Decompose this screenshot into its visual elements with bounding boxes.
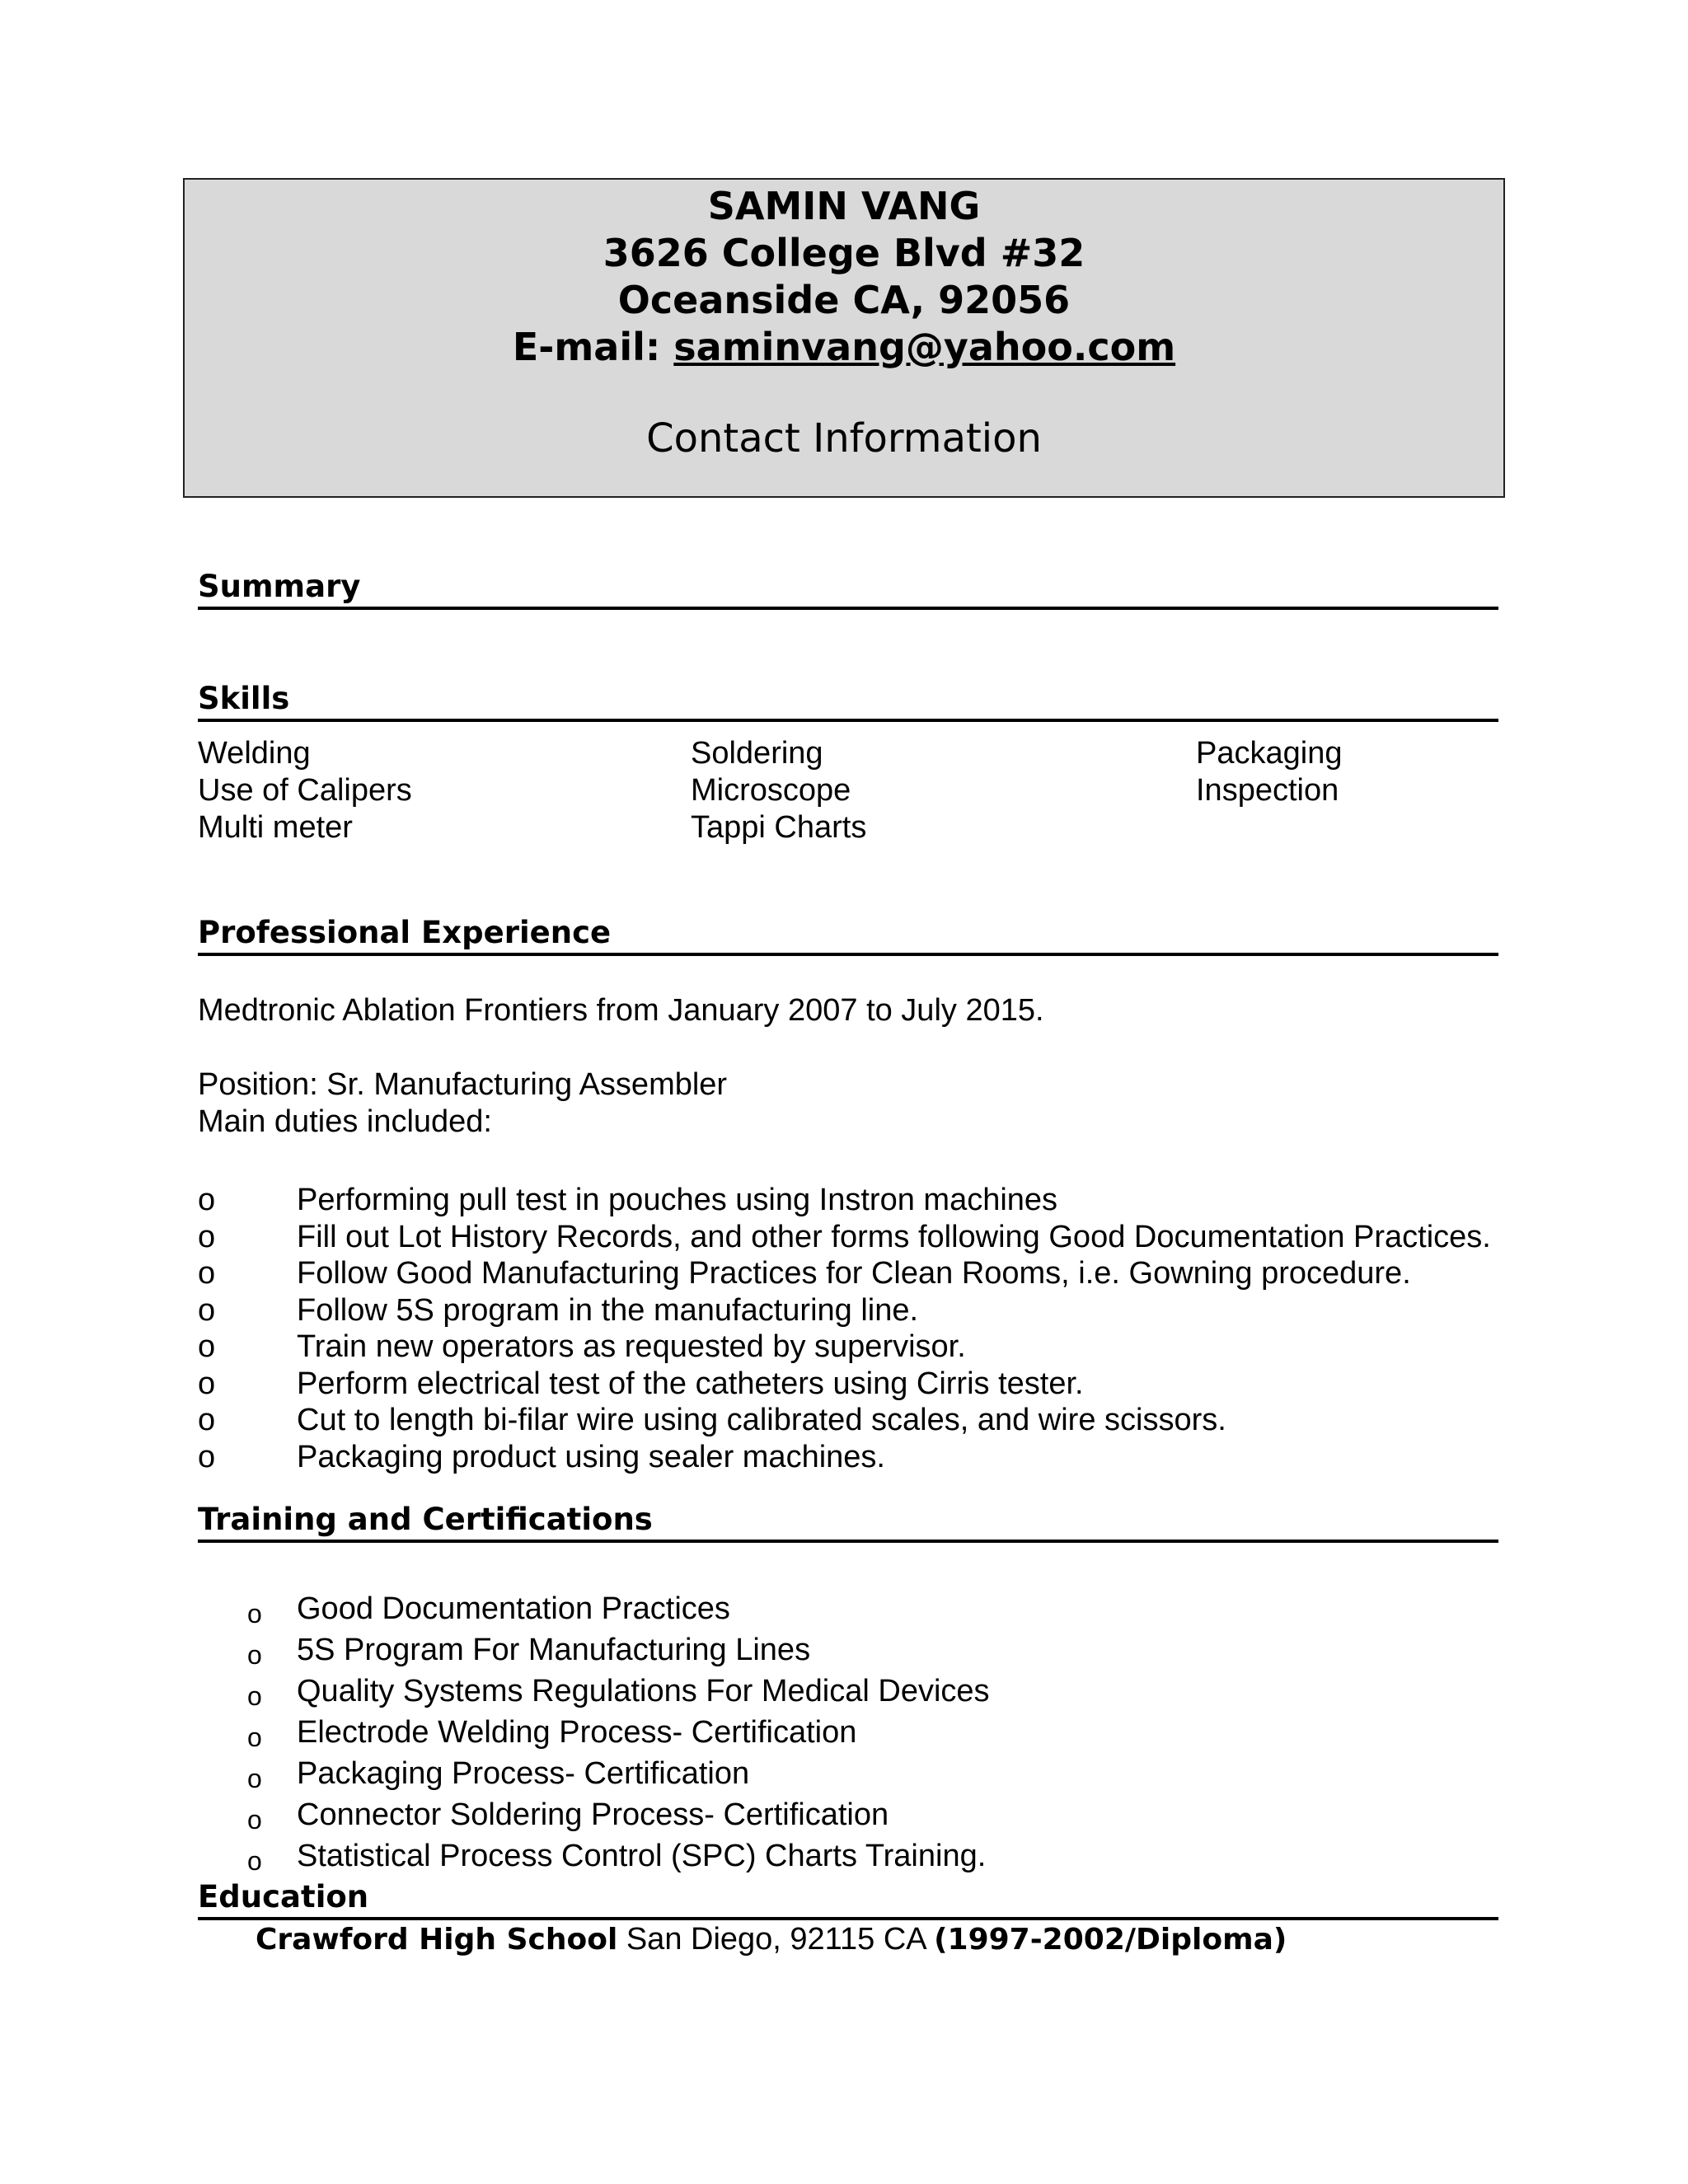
candidate-name: SAMIN VANG	[707, 184, 981, 228]
contact-information-label: Contact Information	[646, 415, 1042, 462]
employer-line: Medtronic Ablation Frontiers from January 2007 to July 2015.	[198, 993, 1044, 1028]
duties-intro: Main duties included:	[198, 1104, 492, 1139]
list-item	[198, 1182, 1491, 1219]
list-item	[198, 1402, 1491, 1439]
duty-text: Performing pull test in pouches using Instron machines	[297, 1183, 1058, 1217]
bullet: o	[247, 1681, 262, 1711]
email-link[interactable]: saminvang@yahoo.com	[673, 325, 1176, 369]
bullet: o	[198, 1292, 216, 1328]
list-item	[247, 1714, 990, 1755]
bullet: o	[198, 1183, 216, 1217]
list-item	[198, 1366, 1491, 1403]
training-heading: Training and Certifications	[198, 1502, 1498, 1543]
bullet: o	[247, 1805, 262, 1835]
summary-heading: Summary	[198, 569, 1498, 610]
education-entry	[256, 1920, 1287, 1959]
school-name: Crawford High School	[256, 1923, 618, 1957]
list-item	[198, 1255, 1491, 1292]
skills-column-2	[691, 735, 866, 846]
bullet: o	[198, 1256, 216, 1291]
list-item	[247, 1755, 990, 1797]
skill-item: Soldering	[691, 736, 823, 771]
contact-header-box	[183, 178, 1505, 498]
training-text: Good Documentation Practices	[297, 1591, 730, 1626]
bullet: o	[247, 1599, 262, 1629]
training-list	[247, 1591, 990, 1879]
list-item	[198, 1219, 1491, 1256]
bullet: o	[198, 1219, 216, 1254]
position-line: Position: Sr. Manufacturing Assembler	[198, 1067, 728, 1102]
bullet: o	[247, 1764, 262, 1793]
skill-item: Use of Calipers	[198, 773, 412, 808]
email-line	[185, 324, 1503, 371]
duty-text: Packaging product using sealer machines.	[297, 1439, 885, 1474]
duties-list	[198, 1182, 1491, 1475]
duty-text: Perform electrical test of the catheters using Cirris tester.	[297, 1366, 1084, 1401]
address-line-1: 3626 College Blvd #32	[603, 231, 1085, 275]
school-details: (1997-2002/Diploma)	[934, 1923, 1287, 1957]
skill-item: Packaging	[1196, 736, 1343, 771]
list-item	[247, 1838, 990, 1879]
list-item	[247, 1673, 990, 1714]
training-text: 5S Program For Manufacturing Lines	[297, 1633, 811, 1667]
education-heading: Education	[198, 1879, 1498, 1920]
bullet: o	[198, 1329, 216, 1364]
bullet: o	[247, 1640, 262, 1670]
school-location: San Diego, 92115 CA	[617, 1922, 935, 1957]
duty-text: Follow Good Manufacturing Practices for Clean Rooms, i.e. Gowning procedure.	[297, 1256, 1411, 1291]
training-text: Statistical Process Control (SPC) Charts Training.	[297, 1839, 987, 1873]
bullet: o	[198, 1366, 216, 1401]
list-item	[247, 1632, 990, 1673]
skill-item: Microscope	[691, 773, 851, 808]
list-item	[198, 1329, 1491, 1366]
list-item	[198, 1292, 1491, 1329]
skills-column-1	[198, 735, 412, 846]
bullet: o	[247, 1722, 262, 1752]
training-text: Connector Soldering Process- Certification	[297, 1797, 889, 1832]
bullet: o	[198, 1403, 216, 1437]
training-text: Packaging Process- Certification	[297, 1756, 750, 1791]
training-text: Quality Systems Regulations For Medical Devices	[297, 1674, 990, 1708]
skills-heading: Skills	[198, 681, 1498, 722]
skill-item: Welding	[198, 736, 311, 771]
skill-item: Tappi Charts	[691, 810, 867, 845]
training-text: Electrode Welding Process- Certification	[297, 1715, 857, 1750]
duty-text: Fill out Lot History Records, and other forms following Good Documentation Practices.	[297, 1219, 1491, 1254]
email-label: E-mail:	[512, 325, 674, 369]
skill-item: Inspection	[1196, 773, 1339, 808]
duty-text: Follow 5S program in the manufacturing line.	[297, 1292, 919, 1328]
list-item	[247, 1591, 990, 1632]
skills-column-3	[1196, 735, 1342, 809]
bullet: o	[198, 1439, 216, 1474]
duty-text: Cut to length bi-filar wire using calibrated scales, and wire scissors.	[297, 1403, 1226, 1437]
bullet: o	[247, 1846, 262, 1876]
list-item	[247, 1797, 990, 1838]
experience-heading: Professional Experience	[198, 915, 1498, 956]
list-item	[198, 1439, 1491, 1476]
duty-text: Train new operators as requested by supervisor.	[297, 1329, 966, 1364]
skill-item: Multi meter	[198, 810, 353, 845]
address-line-2: Oceanside CA, 92056	[617, 278, 1071, 322]
